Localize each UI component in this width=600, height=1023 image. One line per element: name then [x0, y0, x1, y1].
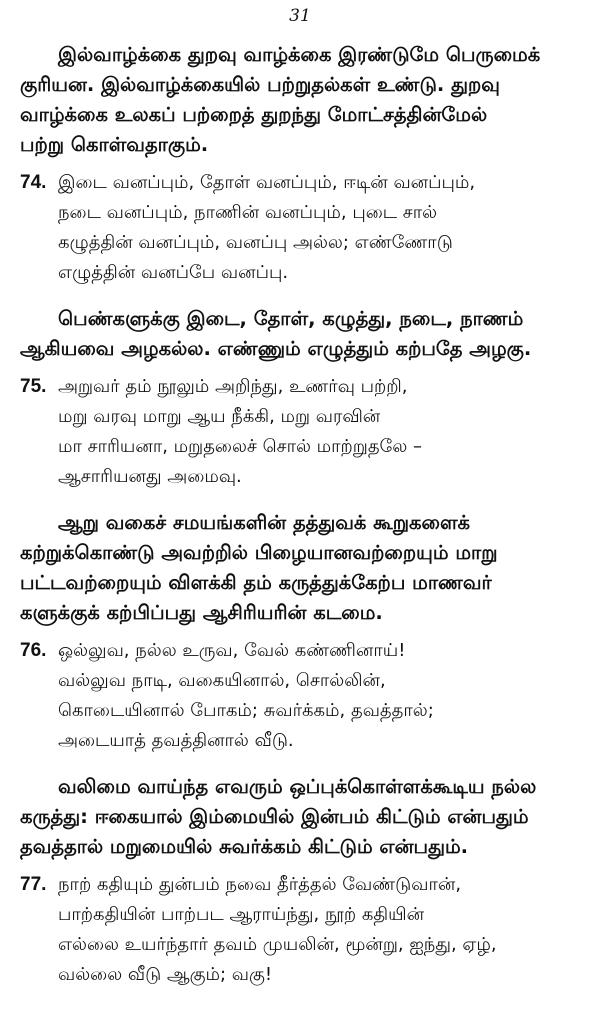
verse-line: ஒல்லுவ, நல்ல உருவ, வேல் கண்ணினாய்! — [58, 640, 406, 661]
verse-line: பாற்கதியின் பாற்பட ஆராய்ந்து, நூற் கதியின் — [58, 904, 425, 925]
text-line: பெண்களுக்கு இடை, தோள், கழுத்து, நடை, நாணம் — [58, 307, 524, 330]
verse-line: எழுத்தின் வனப்பே வனப்பு. — [58, 262, 289, 283]
verse-number: 77. — [20, 874, 47, 895]
text-line: குரியன. இல்வாழ்க்கையில் பற்றுதல்கள் உண்டு. துறவு — [20, 73, 500, 96]
verse-number: 76. — [20, 640, 47, 661]
text-line: கருத்து: ஈகையால் இம்மையில் இன்பம் கிட்டும் என்பதும் — [20, 805, 529, 828]
verse-line: அடையாத் தவத்தினால் வீடு. — [58, 730, 294, 751]
text-line: பற்று கொள்வதாகும். — [20, 133, 209, 156]
verse-line: நடை வனப்பும், நாணின் வனப்பும், புடை சால் — [58, 202, 438, 223]
text-line: தவத்தால் மறுமையில் சுவர்க்கம் கிட்டும் என்பதும். — [20, 835, 469, 858]
verse-line: மறு வரவு மாறு ஆய நீக்கி, மறு வரவின் — [58, 406, 381, 427]
verse-76 — [0, 636, 600, 756]
verse-line: ஆசாரியனது அமைவு. — [58, 466, 242, 487]
text-line: கற்றுக்கொண்டு அவற்றில் பிழையானவற்றையும் மாறு — [20, 541, 498, 564]
verse-line: கழுத்தின் வனப்பும், வனப்பு அல்ல; எண்ணோடு — [58, 232, 453, 253]
page-content — [0, 40, 600, 994]
text-line: வாழ்க்கை உலகப் பற்றைத் துறந்து மோட்சத்தின்மேல் — [20, 103, 488, 126]
verse-line: வல்லை வீடு ஆகும்; வகு! — [58, 964, 273, 985]
verse-line: இடை வனப்பும், தோள் வனப்பும், ஈடின் வனப்பும், — [58, 172, 476, 193]
verse-line: கொடையினால் போகம்; சுவர்க்கம், தவத்தால்; — [58, 700, 434, 721]
verse-77 — [0, 870, 600, 990]
verse-line: அறுவர் தம் நூலும் அறிந்து, உணர்வு பற்றி, — [58, 376, 408, 397]
commentary-paragraph — [20, 40, 578, 160]
verse-75 — [0, 372, 600, 492]
text-line: பட்டவற்றையும் விளக்கி தம் கருத்துக்கேற்ப மாணவர் — [20, 571, 492, 594]
text-line: ஆகியவை அழகல்ல. எண்ணும் எழுத்தும் கற்பதே அழகு. — [20, 337, 532, 360]
verse-74 — [0, 168, 600, 288]
commentary-paragraph — [20, 508, 578, 628]
page-number: 31 — [289, 6, 311, 26]
text-line: களுக்குக் கற்பிப்பது ஆசிரியரின் கடமை. — [20, 601, 383, 624]
verse-line: நாற் கதியும் துன்பம் நவை தீர்த்தல் வேண்டுவான், — [58, 874, 462, 895]
commentary-paragraph — [20, 304, 578, 364]
verse-line: மா சாரியனா, மறுதலைச் சொல் மாற்றுதலே – — [58, 436, 422, 457]
verse-number: 74. — [20, 172, 47, 193]
commentary-paragraph — [20, 772, 578, 862]
verse-line: எல்லை உயர்ந்தார் தவம் முயலின், மூன்று, ஐந்து, ஏழ், — [58, 934, 497, 955]
verse-line: வல்லுவ நாடி, வகையினால், சொல்லின், — [58, 670, 386, 691]
verse-number: 75. — [20, 376, 47, 397]
text-line: ஆறு வகைச் சமயங்களின் தத்துவக் கூறுகளைக் — [58, 511, 471, 534]
text-line: இல்வாழ்க்கை துறவு வாழ்க்கை இரண்டுமே பெருமைக் — [58, 43, 541, 66]
text-line: வலிமை வாய்ந்த எவரும் ஒப்புக்கொள்ளக்கூடிய நல்ல — [58, 775, 537, 798]
